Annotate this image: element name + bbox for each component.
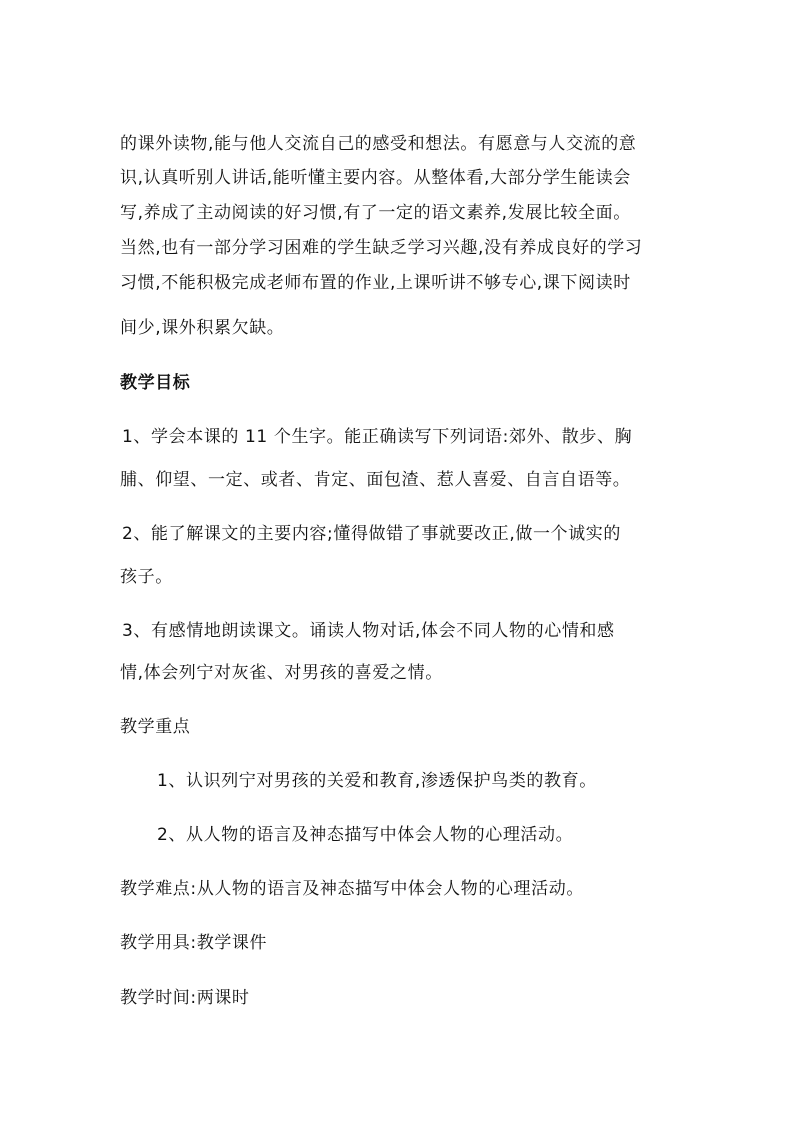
time-line: 教学时间:两课时: [120, 988, 250, 1008]
key-point-item-2: 2、从人物的语言及神态描写中体会人物的心理活动。: [157, 825, 574, 845]
objective-line: 孩子。: [120, 567, 173, 587]
objective-line: 3、有感情地朗读课文。诵读人物对话,体会不同人物的心情和感: [122, 621, 615, 641]
intro-line: 的课外读物,能与他人交流自己的感受和想法。有愿意与人交流的意: [120, 134, 637, 154]
objective-line: 情,体会列宁对灰雀、对男孩的喜爱之情。: [120, 663, 443, 683]
intro-line: 习惯,不能积极完成老师布置的作业,上课听讲不够专心,课下阅读时: [120, 273, 631, 293]
key-points-heading: 教学重点: [120, 717, 191, 737]
intro-line: 当然,也有一部分学习困难的学生缺乏学习兴趣,没有养成良好的学习: [120, 238, 643, 258]
intro-line: 写,养成了主动阅读的好习惯,有了一定的语文素养,发展比较全面。: [120, 203, 631, 223]
difficulty-line: 教学难点:从人物的语言及神态描写中体会人物的心理活动。: [120, 879, 584, 899]
objectives-heading: 教学目标: [120, 373, 191, 393]
tools-line: 教学用具:教学课件: [120, 933, 268, 953]
objective-line: 脯、仰望、一定、或者、肯定、面包渣、惹人喜爱、自言自语等。: [120, 470, 631, 490]
intro-line: 识,认真听别人讲话,能听懂主要内容。从整体看,大部分学生能读会: [120, 168, 631, 188]
objective-line: 1、学会本课的 11 个生字。能正确读写下列词语:郊外、散步、胸: [122, 427, 633, 447]
intro-line: 间少,课外积累欠缺。: [120, 318, 285, 338]
objective-line: 2、能了解课文的主要内容;懂得做错了事就要改正,做一个诚实的: [122, 524, 621, 544]
key-point-item-1: 1、认识列宁对男孩的关爱和教育,渗透保护鸟类的教育。: [157, 771, 597, 791]
